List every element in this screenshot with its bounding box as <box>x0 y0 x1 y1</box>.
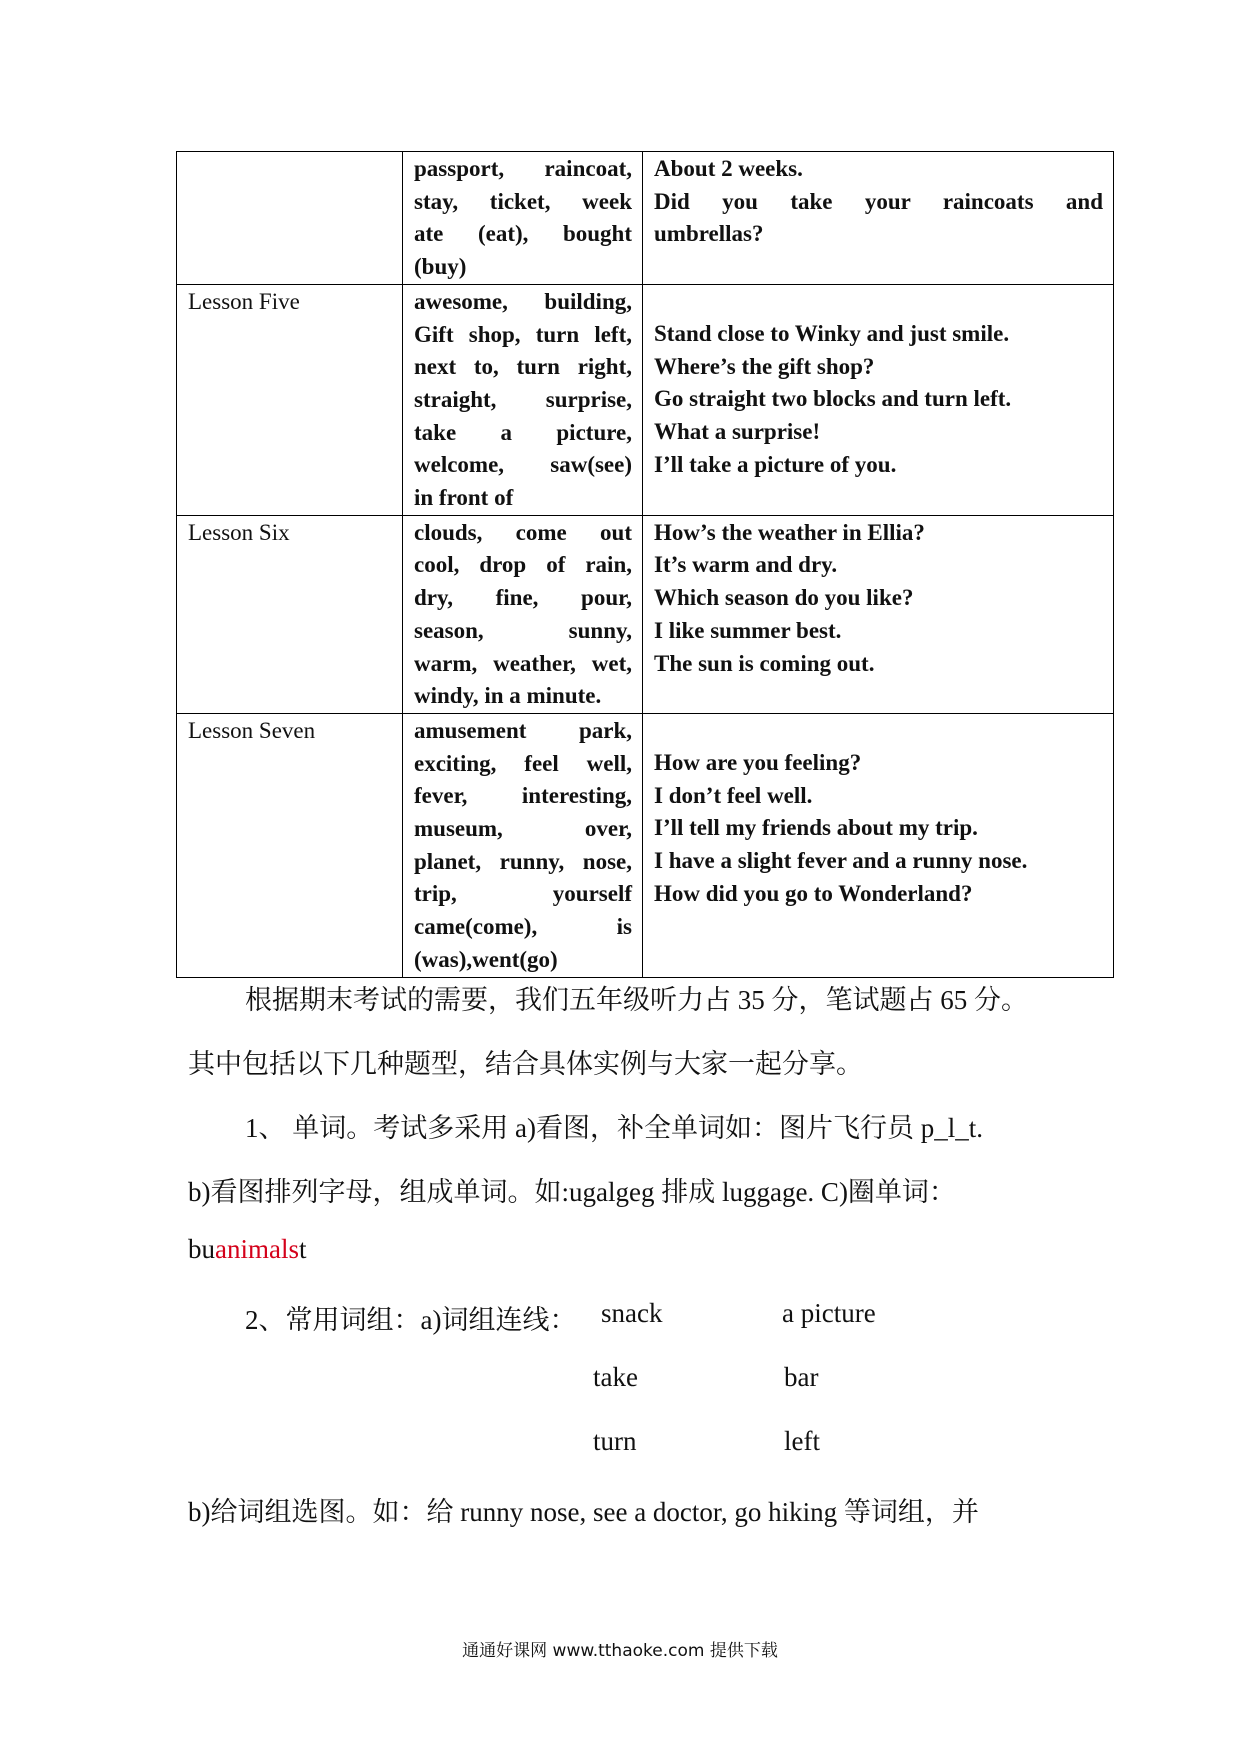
word-line: dry, fine, pour, <box>414 585 632 611</box>
match-left-3: turn <box>593 1426 637 1456</box>
word-line: in front of <box>414 485 514 511</box>
paragraph-question-types: 其中包括以下几种题型，结合具体实例与大家一起分享。 <box>188 1049 863 1079</box>
word-line: passport, raincoat, <box>414 156 632 181</box>
paragraph-phrases: 2、常用词组：a)词组连线： <box>245 1305 577 1335</box>
lesson-cell: Lesson Six <box>177 515 403 713</box>
match-right-2: bar <box>784 1362 819 1392</box>
word-line: (was),went(go) <box>414 946 558 972</box>
circle-word-prefix: bu <box>188 1234 215 1264</box>
sentence-line: I don’t feel well. <box>654 782 813 808</box>
word-line: welcome, saw(see) <box>414 452 632 478</box>
lesson-cell: Lesson Five <box>177 284 403 515</box>
word-line: stay, ticket, week <box>414 188 632 214</box>
word-line: season, sunny, <box>414 617 632 643</box>
word-line: cool, drop of rain, <box>414 552 632 578</box>
sentence-line: I’ll tell my friends about my trip. <box>654 815 978 841</box>
word-line: Gift shop, turn left, <box>414 321 632 347</box>
word-line: museum, over, <box>414 816 632 842</box>
circle-word-highlight: animals <box>215 1234 299 1264</box>
match-left-2: take <box>593 1362 638 1392</box>
word-line: clouds, come out <box>414 519 632 545</box>
sentence-line: umbrellas? <box>654 221 764 247</box>
sentence-line: I like summer best. <box>654 617 842 643</box>
paragraph-exam-scores: 根据期末考试的需要，我们五年级听力占 35 分，笔试题占 65 分。 <box>245 985 1028 1015</box>
word-line: awesome, building, <box>414 288 632 314</box>
word-line: ate (eat), bought <box>414 221 632 247</box>
sentence-line: Which season do you like? <box>654 585 914 611</box>
word-line: planet, runny, nose, <box>414 848 632 874</box>
paragraph-circle-word <box>188 1234 307 1265</box>
sentence-line: How did you go to Wonderland? <box>654 880 973 906</box>
word-line: next to, turn right, <box>414 354 632 380</box>
lesson-cell <box>177 152 403 285</box>
sentence-line: How’s the weather in Ellia? <box>654 519 925 545</box>
table-row <box>177 152 1114 285</box>
words-cell <box>403 713 643 977</box>
word-line: fever, interesting, <box>414 783 632 809</box>
words-cell <box>403 515 643 713</box>
sentences-cell <box>643 284 1114 515</box>
sentence-line: What a surprise! <box>654 418 821 444</box>
sentence-line: About 2 weeks. <box>654 156 803 181</box>
sentence-line: Where’s the gift shop? <box>654 353 875 379</box>
sentence-line: I’ll take a picture of you. <box>654 451 897 477</box>
sentence-line: Did you take your raincoats and <box>654 188 1103 214</box>
match-left-1: snack <box>601 1298 663 1328</box>
sentence-line: The sun is coming out. <box>654 650 875 676</box>
lesson-cell: Lesson Seven <box>177 713 403 977</box>
word-line: take a picture, <box>414 419 632 445</box>
sentences-cell <box>643 152 1114 285</box>
word-line: came(come), is <box>414 914 632 940</box>
sentence-line: How are you feeling? <box>654 749 862 775</box>
page-footer: 通通好课网 www.tthaoke.com 提供下载 <box>462 1641 778 1661</box>
words-cell <box>403 152 643 285</box>
word-line: exciting, feel well, <box>414 750 632 776</box>
word-line: (buy) <box>414 254 467 280</box>
sentence-line: Go straight two blocks and turn left. <box>654 386 1012 412</box>
words-cell <box>403 284 643 515</box>
word-line: amusement park, <box>414 717 632 743</box>
circle-word-suffix: t <box>298 1234 307 1264</box>
table-row <box>177 284 1114 515</box>
sentence-line: It’s warm and dry. <box>654 552 838 578</box>
word-line: windy, in a minute. <box>414 683 602 709</box>
word-line: warm, weather, wet, <box>414 650 632 676</box>
sentence-line: Stand close to Winky and just smile. <box>654 320 1010 346</box>
word-line: trip, yourself <box>414 881 632 907</box>
sentences-cell <box>643 515 1114 713</box>
vocabulary-table <box>176 151 1114 978</box>
paragraph-words-item: 1、 单词。考试多采用 a)看图，补全单词如：图片飞行员 p_l_t. <box>245 1113 983 1143</box>
sentences-cell <box>643 713 1114 977</box>
match-right-3: left <box>784 1426 820 1456</box>
word-line: straight, surprise, <box>414 386 632 412</box>
paragraph-words-item-b: b)看图排列字母，组成单词。如:ugalgeg 排成 luggage. C)圈单词： <box>188 1177 956 1207</box>
table-row <box>177 515 1114 713</box>
sentence-line: I have a slight fever and a runny nose. <box>654 848 1028 874</box>
table-row <box>177 713 1114 977</box>
paragraph-phrase-pictures: b)给词组选图。如：给 runny nose, see a doctor, go hiking 等词组，并 <box>188 1497 979 1527</box>
match-right-1: a picture <box>782 1298 876 1328</box>
